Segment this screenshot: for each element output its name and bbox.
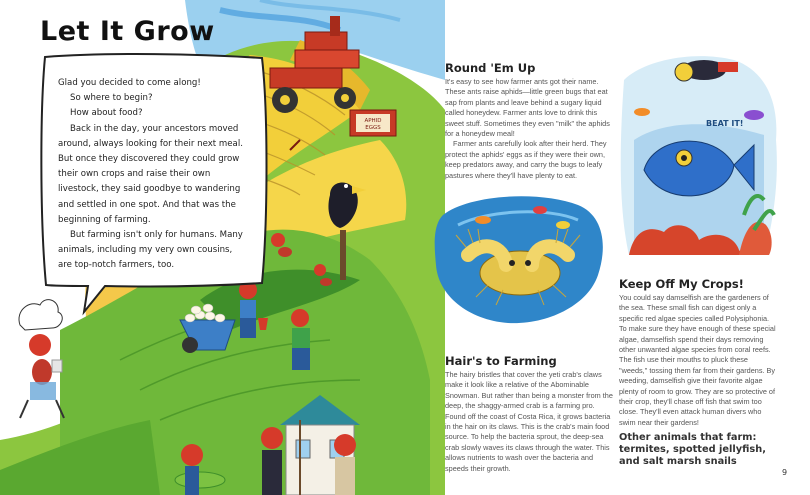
damselfish-illustration: [614, 40, 782, 272]
section-heading: Hair's to Farming: [445, 354, 557, 368]
sign-text: [364, 118, 381, 131]
section-heading: Other animals that farm: termites, spotted jellyfish, and salt marsh snails: [619, 432, 766, 467]
section-heading: Round 'Em Up: [445, 61, 536, 75]
section-paragraph: Farmer ants carefully look after their herd. They protect the aphids' eggs as if they were their own, keep predators away, and carry the bugs to leafy pastures where they'll have plenty to eat.: [445, 139, 607, 180]
speech-line-1: Glad you decided to come along!: [58, 78, 201, 88]
sign-word: EGGS: [365, 125, 381, 131]
section-paragraph: You could say damselfish are the gardeners of the sea. These small fish can digest only a specific red algae species called Polysiphonia. To make sure they have enough of these special algae, damselfish spend their days removing other unwanted algae species from coral reefs. The fish use their mouths to pluck these "weeds," tossing them far from their gardens. By weeding, damselfish give their favorite algae plenty of room to grow. They are so protective of their crop, they'll chase off fish that swim too close. They'll even attack human divers who swim near their gardens!: [619, 293, 776, 427]
section-paragraph: It's easy to see how farmer ants got their name. These ants raise aphids—little green bugs that eat sap from plants and leave behind a sugary liquid called honeydew. Farmer ants love to drink this sweet stuff. Sometimes they even "milk" the aphids for a honeydew meal!: [445, 77, 610, 139]
speech-bubble-text: [58, 76, 248, 274]
speech-line-2: So where to begin?: [70, 93, 153, 104]
beat-it-text: BEAT IT!: [706, 119, 744, 128]
section-round-em-up: [445, 61, 617, 181]
sign-word: APHID: [364, 118, 382, 124]
section-paragraph: The hairy bristles that cover the yeti crab's claws make it look like a relative of the Abominable Snowman. But rather than being a monster from the deep, the shaggy-armed crab is a farming pro. Found off the coast of Costa Rica, it grows bacteria in the hair on its claws. This is the crab's main food source. To help the bacteria sprout, the deep-sea crab slowly waves its claws through the water. This allows nutrients to wash over the bacteria and speeds their growth.: [445, 370, 613, 473]
yeti-crab-illustration: [428, 185, 610, 335]
chef-ant: [19, 300, 64, 418]
section-heading: Keep Off My Crops!: [619, 277, 744, 291]
speech-line-5: But farming isn't only for humans. Many animals, including my very own cousins, are top-notch farmers, too.: [58, 230, 243, 271]
speech-line-4: Back in the day, your ancestors moved around, always looking for their next meal. But once they discovered they could grow their own crops and raise their own livestock, they said goodbye to wandering and settled in one spot. And that was the beginning of farming.: [58, 123, 243, 225]
section-hairs-to-farming: [445, 354, 613, 474]
page-number: 9: [782, 468, 788, 477]
section-other-animals: [619, 432, 777, 468]
page-title: Let It Grow: [40, 16, 215, 47]
section-keep-off-my-crops: [619, 277, 777, 428]
speech-line-3: How about food?: [70, 108, 143, 119]
